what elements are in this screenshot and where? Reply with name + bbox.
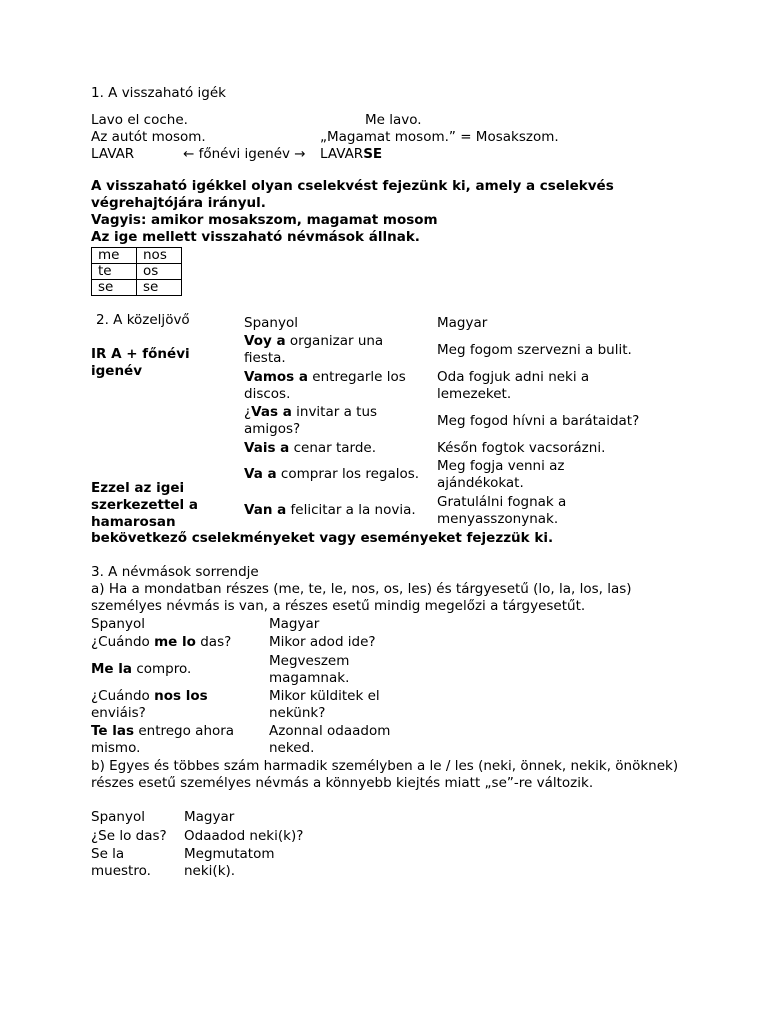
table-cell: nos	[137, 248, 182, 264]
order-example-es: ¿Cuándo me lo das?	[91, 634, 232, 650]
table-row	[92, 280, 182, 296]
section1-heading: 1. A visszaható igék	[91, 85, 226, 101]
future-example-es: Va a comprar los regalos.	[244, 466, 420, 482]
future-example-hu: Meg fogom szervezni a bulit.	[437, 342, 632, 358]
se-example-es: Se la muestro.	[91, 846, 151, 879]
section2-heading: 2. A közeljövő	[96, 312, 190, 328]
future-example-hu: Gratulálni fognak a menyasszonynak.	[437, 494, 567, 527]
future-example-es: ¿Vas a invitar a tus amigos?	[244, 404, 378, 437]
order-example-hu: Mikor külditek el nekünk?	[269, 688, 380, 721]
rule-a: a) Ha a mondatban részes (me, te, le, nos, os, les) és tárgyesetű (lo, la, los, las) személyes névmás is van, a részes esetű mindig megelőzi a tárgyesetűt.	[91, 581, 632, 614]
example-spanish-2: Me lavo.	[365, 112, 422, 128]
se-example-hu: Megmutatom neki(k).	[184, 846, 275, 879]
column-header-magyar: Magyar	[437, 315, 488, 331]
column-header-spanyol: Spanyol	[91, 616, 145, 632]
table-cell: se	[92, 280, 137, 296]
rule-b: b) Egyes és többes szám harmadik személyben a le / les (neki, önnek, nekik, önöknek) részes esetű személyes névmás a könnyebb kiejtés miatt „se”-re változik.	[91, 758, 679, 791]
order-example-es: Te las entrego ahora mismo.	[91, 723, 235, 756]
order-example-hu: Azonnal odaadom neked.	[269, 723, 391, 756]
future-formula: IR A + főnévi igenév	[91, 346, 190, 379]
column-header-magyar: Magyar	[184, 809, 235, 825]
column-header-spanyol: Spanyol	[244, 315, 298, 331]
reflexive-pronoun-table	[91, 247, 182, 296]
explanation-3: Az ige mellett visszaható névmások állnak.	[91, 229, 420, 245]
verb-infinitive: LAVAR	[91, 146, 135, 162]
future-example-hu: Későn fogtok vacsorázni.	[437, 440, 606, 456]
infinitive-arrow-label: ← főnévi igenév →	[183, 146, 306, 162]
table-cell: te	[92, 264, 137, 280]
table-cell: os	[137, 264, 182, 280]
table-row	[92, 264, 182, 280]
order-example-es: Me la compro.	[91, 661, 192, 677]
column-header-spanyol: Spanyol	[91, 809, 145, 825]
column-header-magyar: Magyar	[269, 616, 320, 632]
future-example-hu: Meg fogod hívni a barátaidat?	[437, 413, 640, 429]
table-row	[92, 248, 182, 264]
future-example-hu: Oda fogjuk adni neki a lemezeket.	[437, 369, 590, 402]
example-spanish-1: Lavo el coche.	[91, 112, 188, 128]
future-summary-part2: bekövetkező cselekményeket vagy eseményeket fejezzük ki.	[91, 530, 554, 546]
future-example-es: Vais a cenar tarde.	[244, 440, 377, 456]
explanation-1: A visszaható igékkel olyan cselekvést fejezünk ki, amely a cselekvés végrehajtójára irányul.	[91, 178, 614, 211]
order-example-es: ¿Cuándo nos los enviáis?	[91, 688, 208, 721]
explanation-2: Vagyis: amikor mosakszom, magamat mosom	[91, 212, 438, 228]
future-example-es: Voy a organizar una fiesta.	[244, 333, 384, 366]
se-example-hu: Odaadod neki(k)?	[184, 828, 304, 844]
section3-heading: 3. A névmások sorrendje	[91, 564, 259, 580]
example-hungarian-2: „Magamat mosom.” = Mosakszom.	[320, 129, 559, 145]
order-example-hu: Megveszem magamnak.	[269, 653, 350, 686]
table-cell: me	[92, 248, 137, 264]
future-example-hu: Meg fogja venni az ajándékokat.	[437, 458, 565, 491]
example-hungarian-1: Az autót mosom.	[91, 129, 206, 145]
se-example-es: ¿Se lo das?	[91, 828, 167, 844]
table-cell: se	[137, 280, 182, 296]
order-example-hu: Mikor adod ide?	[269, 634, 376, 650]
future-example-es: Van a felicitar a la novia.	[244, 502, 416, 518]
future-example-es: Vamos a entregarle los discos.	[244, 369, 406, 402]
reflexive-verb: LAVARSE	[320, 146, 383, 162]
future-summary-part1: Ezzel az igei szerkezettel a hamarosan	[91, 480, 198, 530]
